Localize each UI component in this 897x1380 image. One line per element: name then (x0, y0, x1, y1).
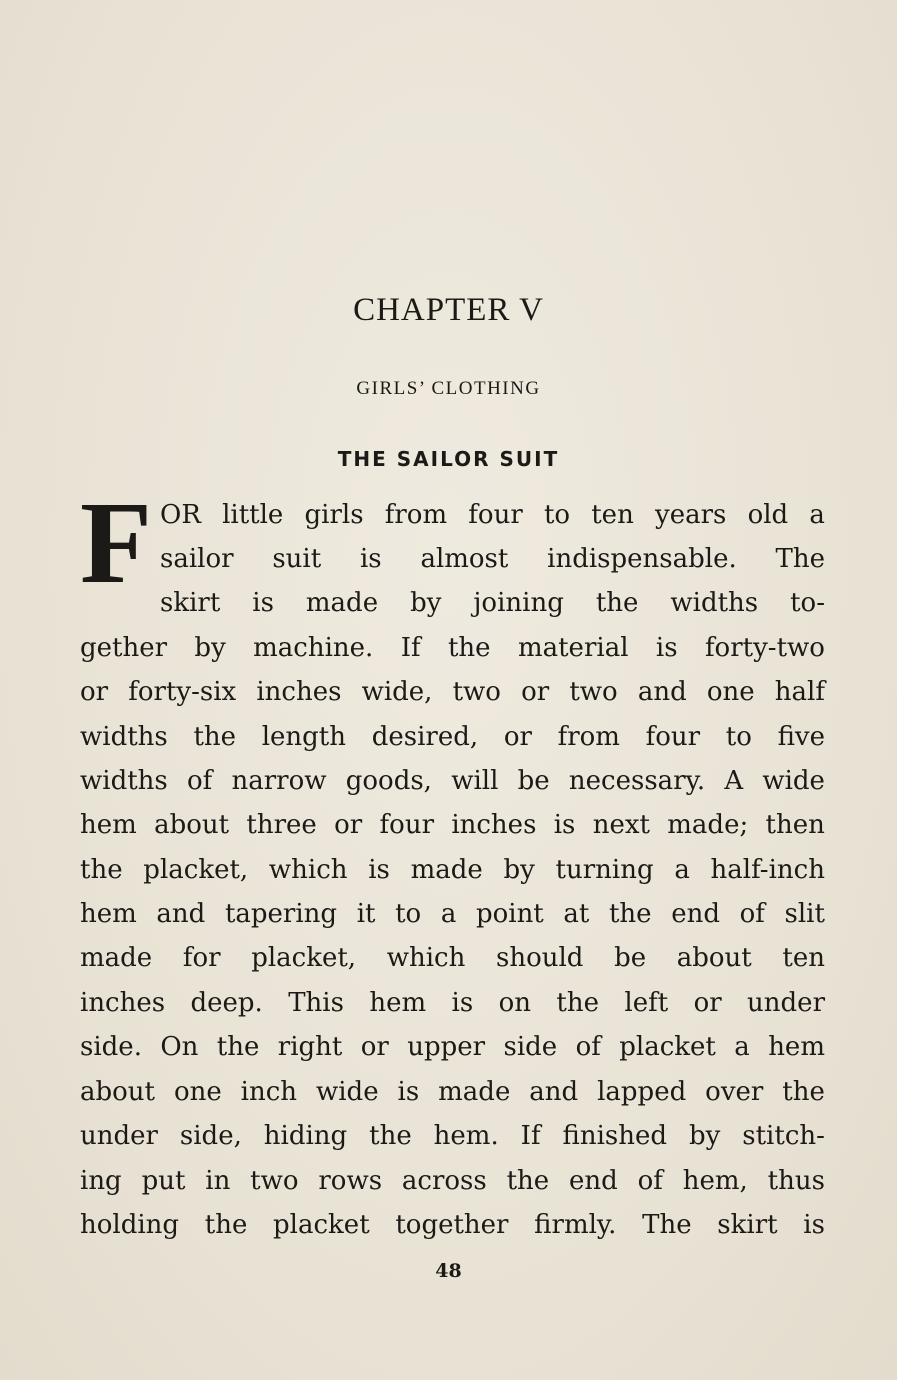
text-line: under side, hiding the hem. If finished by stitch- (80, 1121, 825, 1151)
text-line: the placket, which is made by turning a half-inch (80, 855, 825, 885)
text-line: holding the placket together firmly. The skirt is (80, 1210, 825, 1240)
page-number: 48 (435, 1260, 462, 1282)
text-line: sailor suit is almost indispensable. The (160, 544, 825, 574)
chapter-title: CHAPTER V (353, 292, 544, 328)
text-line: OR little girls from four to ten years old a (160, 500, 825, 530)
text-line: side. On the right or upper side of placket a hem (80, 1032, 825, 1062)
section-heading: THE SAILOR SUIT (337, 447, 560, 471)
text-line: hem and tapering it to a point at the end of slit (80, 899, 825, 929)
text-line: skirt is made by joining the widths to- (160, 588, 825, 618)
drop-cap: F (80, 477, 153, 608)
chapter-subtitle: GIRLS’ CLOTHING (356, 378, 541, 399)
text-line: widths the length desired, or from four to five (80, 722, 825, 752)
text-line: inches deep. This hem is on the left or under (80, 988, 825, 1018)
text-line: or forty-six inches wide, two or two and one half (80, 677, 825, 707)
text-line: gether by machine. If the material is forty-two (80, 633, 825, 663)
text-line: made for placket, which should be about ten (80, 943, 825, 973)
text-line: about one inch wide is made and lapped over the (80, 1077, 825, 1107)
text-line: ing put in two rows across the end of hem, thus (80, 1166, 825, 1196)
text-line: widths of narrow goods, will be necessary. A wide (80, 766, 825, 796)
text-line: hem about three or four inches is next made; then (80, 810, 825, 840)
